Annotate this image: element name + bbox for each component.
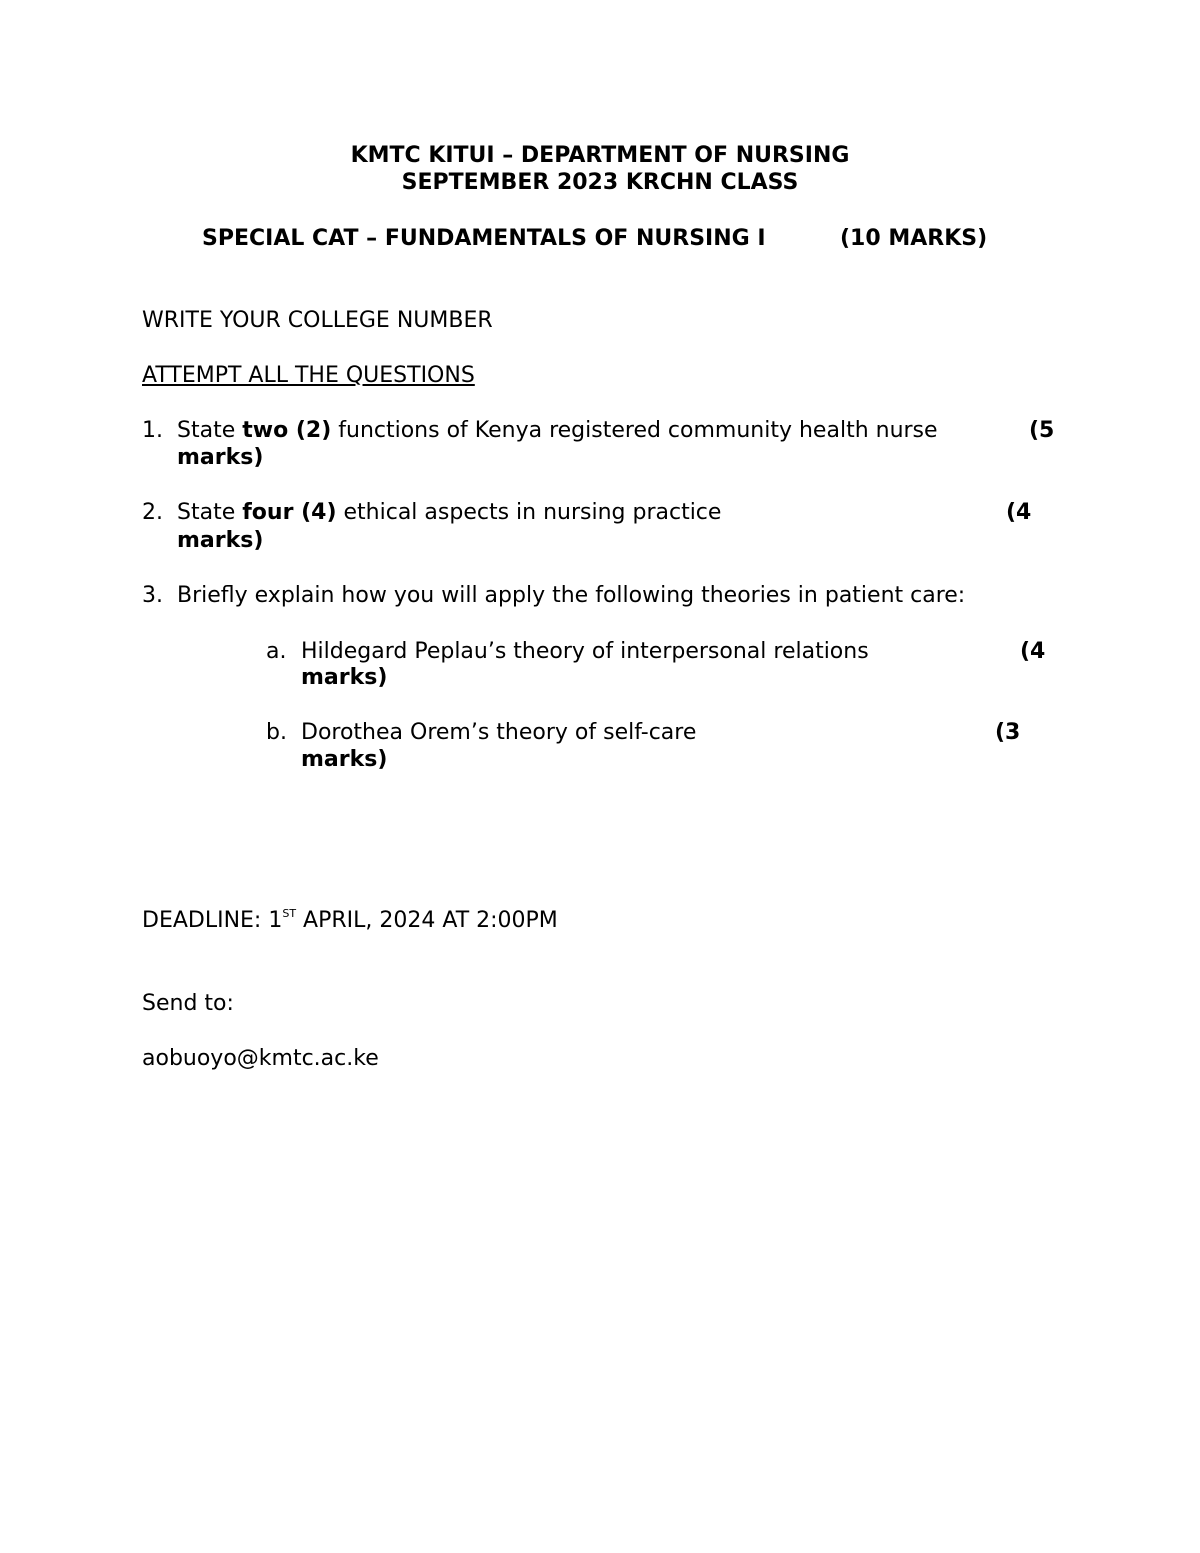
college-number-instruction: WRITE YOUR COLLEGE NUMBER: [142, 308, 493, 333]
question-1-marks-open: (5: [1029, 418, 1055, 443]
deadline-label: DEADLINE: 1: [142, 908, 283, 933]
question-3-text: Briefly explain how you will apply the following theories in patient care:: [177, 583, 966, 608]
question-2-suffix: ethical aspects in nursing practice: [336, 500, 722, 525]
question-3a-marks-close: marks): [301, 665, 388, 690]
question-3a-letter: a.: [266, 639, 287, 664]
question-2-number: 2.: [142, 500, 163, 525]
question-3b-marks-close: marks): [301, 747, 388, 772]
question-3a-text: Hildegard Peplau’s theory of interpersonal relations: [301, 639, 869, 664]
title-text: SPECIAL CAT – FUNDAMENTALS OF NURSING I: [202, 226, 766, 251]
question-2-prefix: State: [177, 500, 243, 525]
question-2-text: [177, 499, 721, 526]
question-2-marks-close: marks): [177, 528, 264, 553]
question-1-bold: two (2): [242, 418, 332, 443]
page-title: [202, 225, 766, 252]
deadline-superscript: ST: [282, 907, 297, 920]
question-2-marks-open: (4: [1006, 500, 1032, 525]
send-to-label: Send to:: [142, 991, 234, 1016]
question-3b-text: Dorothea Orem’s theory of self-care: [301, 720, 697, 745]
question-3b-marks-open: (3: [995, 720, 1021, 745]
question-1-prefix: State: [177, 418, 243, 443]
question-3b-letter: b.: [266, 720, 287, 745]
email-address: aobuoyo@kmtc.ac.ke: [142, 1046, 379, 1071]
header-institution: KMTC KITUI – DEPARTMENT OF NURSING: [350, 143, 850, 168]
question-3a-marks-open: (4: [1020, 639, 1046, 664]
header-class: SEPTEMBER 2023 KRCHN CLASS: [401, 170, 799, 195]
deadline: [142, 907, 558, 934]
attempt-all-instruction: ATTEMPT ALL THE QUESTIONS: [142, 363, 475, 388]
question-1-marks-close: marks): [177, 445, 264, 470]
deadline-rest: APRIL, 2024 AT 2:00PM: [296, 908, 558, 933]
question-1-text: [177, 417, 938, 444]
question-1-number: 1.: [142, 418, 163, 443]
question-1-suffix: functions of Kenya registered community health nurse: [331, 418, 938, 443]
question-2-bold: four (4): [242, 500, 337, 525]
title-marks: (10 MARKS): [840, 226, 988, 251]
question-3-number: 3.: [142, 583, 163, 608]
